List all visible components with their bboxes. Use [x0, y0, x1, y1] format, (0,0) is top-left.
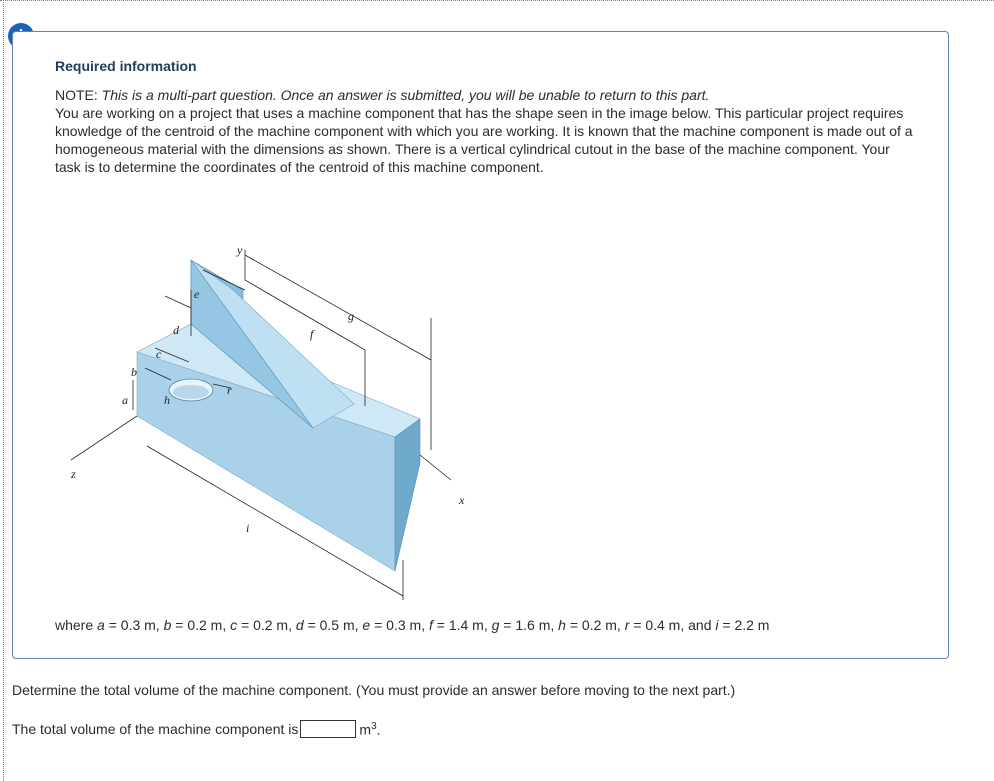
top-dotted-border	[0, 0, 994, 1]
machine-component-figure	[53, 210, 473, 600]
x-axis	[420, 455, 451, 480]
where-item: c = 0.2 m,	[230, 617, 292, 633]
base-right-face	[395, 419, 420, 571]
label-x: x	[459, 493, 465, 507]
where-item: e = 0.3 m,	[362, 617, 426, 633]
question-text: Determine the total volume of the machine component. (You must provide an answer before moving to the next part.)	[12, 682, 736, 698]
where-item: r = 0.4 m, and	[624, 617, 712, 633]
where-line	[55, 617, 769, 633]
note-body: This is a multi-part question. Once an answer is submitted, you will be unable to return to this part.	[101, 87, 710, 103]
where-item: g = 1.6 m,	[491, 617, 555, 633]
panel-heading: Required information	[55, 58, 197, 74]
answer-unit: $m^3$.	[359, 720, 381, 738]
where-item: i = 2.2 m	[715, 617, 770, 633]
label-e: e	[194, 287, 200, 301]
z-axis	[71, 416, 137, 460]
label-a: a	[122, 393, 128, 407]
label-f: f	[310, 327, 314, 341]
label-g: g	[348, 309, 354, 323]
required-information-panel	[12, 31, 949, 659]
where-item: f = 1.4 m,	[428, 617, 488, 633]
label-h: h	[164, 393, 170, 407]
where-prefix: where	[55, 617, 94, 633]
label-c: c	[156, 347, 162, 361]
label-r: r	[227, 383, 232, 397]
where-item: a = 0.3 m,	[97, 617, 160, 633]
label-i: i	[246, 521, 250, 535]
note-label: NOTE:	[55, 87, 98, 103]
panel-text	[55, 86, 915, 176]
where-item: h = 0.2 m,	[558, 617, 621, 633]
volume-answer-input[interactable]	[300, 720, 356, 738]
label-b: b	[131, 365, 137, 379]
cylinder-cutout-inner	[173, 385, 209, 399]
problem-paragraph: You are working on a project that uses a machine component that has the shape seen in the image below. This particular project requires knowledge of the centroid of the machine component with which you are working. It is known that the machine component is made out of a homogeneous material with the dimensions as shown. There is a vertical cylindrical cutout in the base of the machine component. Your task is to determine the coordinates of the centroid of this machine component.	[55, 105, 913, 175]
answer-row	[12, 720, 381, 738]
label-d: d	[173, 323, 179, 337]
note-line	[55, 86, 915, 104]
label-z: z	[71, 467, 76, 481]
left-dotted-border	[3, 0, 4, 781]
where-item: d = 0.5 m,	[295, 617, 359, 633]
label-y: y	[237, 243, 243, 257]
answer-prompt: The total volume of the machine component is	[12, 721, 299, 737]
where-item: b = 0.2 m,	[163, 617, 227, 633]
